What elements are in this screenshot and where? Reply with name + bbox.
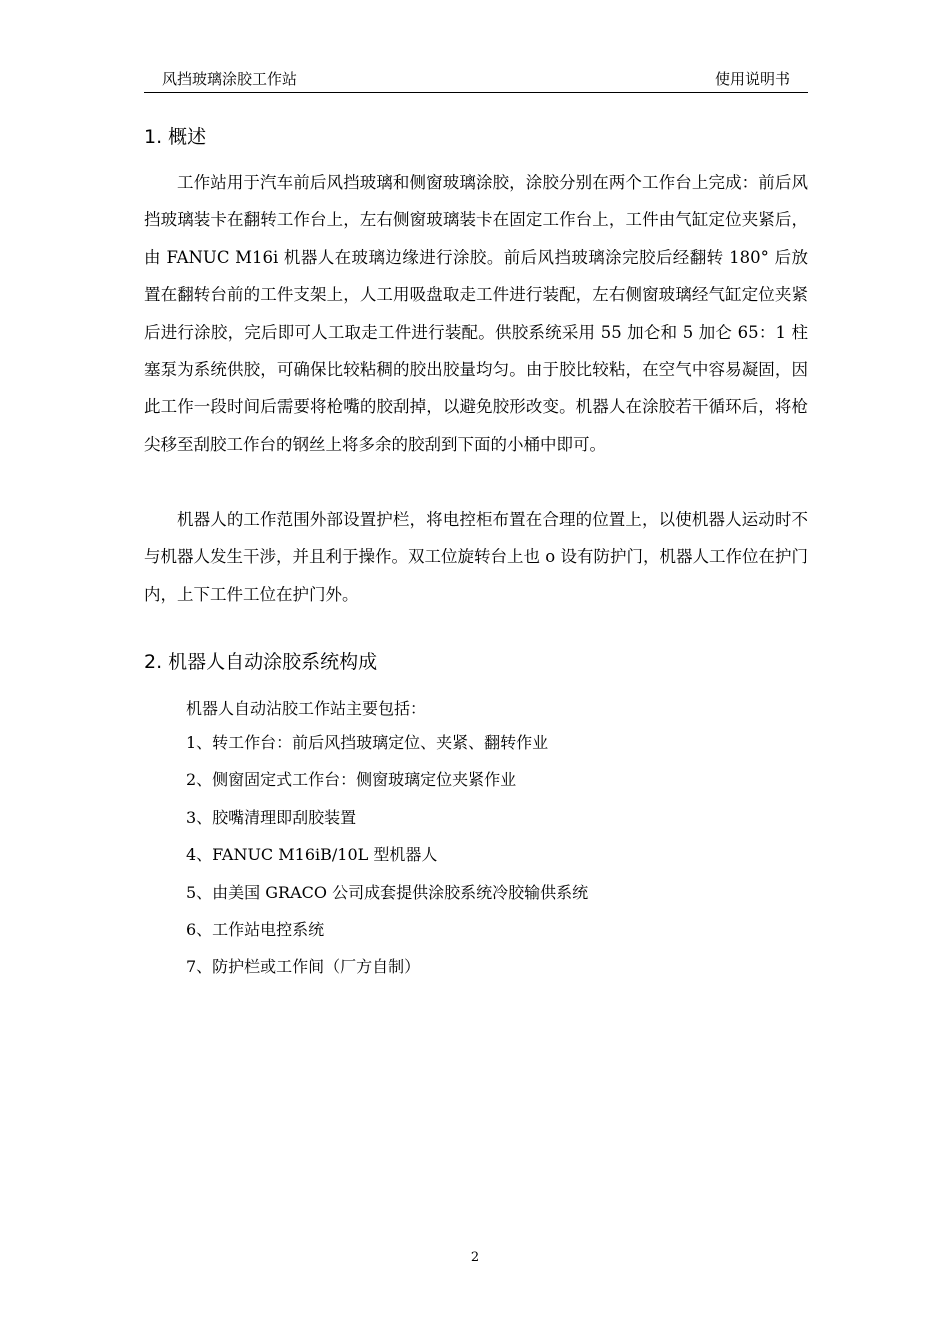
- list-item: 4、FANUC M16iB/10L 型机器人: [186, 845, 438, 865]
- section-1-heading: 1. 概述: [144, 126, 207, 148]
- list-item: 6、工作站电控系统: [186, 919, 325, 939]
- list-item: 3、胶嘴清理即刮胶装置: [186, 807, 357, 827]
- header-doc-type: 使用说明书: [714, 70, 790, 88]
- page-header: [144, 66, 808, 93]
- section-2-heading: 2. 机器人自动涂胶系统构成: [144, 651, 378, 673]
- section-1-paragraph-1: 工作站用于汽车前后风挡玻璃和侧窗玻璃涂胶，涂胶分别在两个工作台上完成：前后风挡玻璃装卡在翻转工作台上，左右侧窗玻璃装卡在固定工作台上，工件由气缸定位夹紧后，由 FANUC M16i 机器人在玻璃边缘进行涂胶。前后风挡玻璃涂完胶后经翻转 180° 后放置在翻转台前的工件支架上，人工用吸盘取走工件进行装配，左右侧窗玻璃经气缸定位夹紧后进行涂胶，完后即可人工取走工件进行装配。供胶系统采用 55 加仑和 5 加仑 65：1 柱塞泵为系统供胶，可确保比较粘稠的胶出胶量均匀。由于胶比较粘，在空气中容易凝固，因此工作一段时间后需要将枪嘴的胶刮掉，以避免胶形改变。机器人在涂胶若干循环后，将枪尖移至刮胶工作台的钢丝上将多余的胶刮到下面的小桶中即可。: [144, 173, 808, 454]
- page-number: 2: [470, 1250, 480, 1265]
- section-1-paragraph-2: 机器人的工作范围外部设置护栏，将电控柜布置在合理的位置上，以使机器人运动时不与机器人发生干涉，并且利于操作。双工位旋转台上也 o 设有防护门，机器人工作位在护门内，上下工件工位在护门外。: [144, 510, 808, 604]
- list-item: 7、防护栏或工作间（厂方自制）: [186, 957, 421, 977]
- component-list: [186, 724, 588, 986]
- list-item: 1、转工作台：前后风挡玻璃定位、夹紧、翻转作业: [186, 733, 549, 752]
- list-item: 5、由美国 GRACO 公司成套提供涂胶系统冷胶输供系统: [186, 882, 589, 902]
- header-title: 风挡玻璃涂胶工作站: [162, 70, 298, 88]
- section-2-intro: 机器人自动沾胶工作站主要包括：: [186, 699, 427, 718]
- list-item: 2、侧窗固定式工作台：侧窗玻璃定位夹紧作业: [186, 770, 517, 790]
